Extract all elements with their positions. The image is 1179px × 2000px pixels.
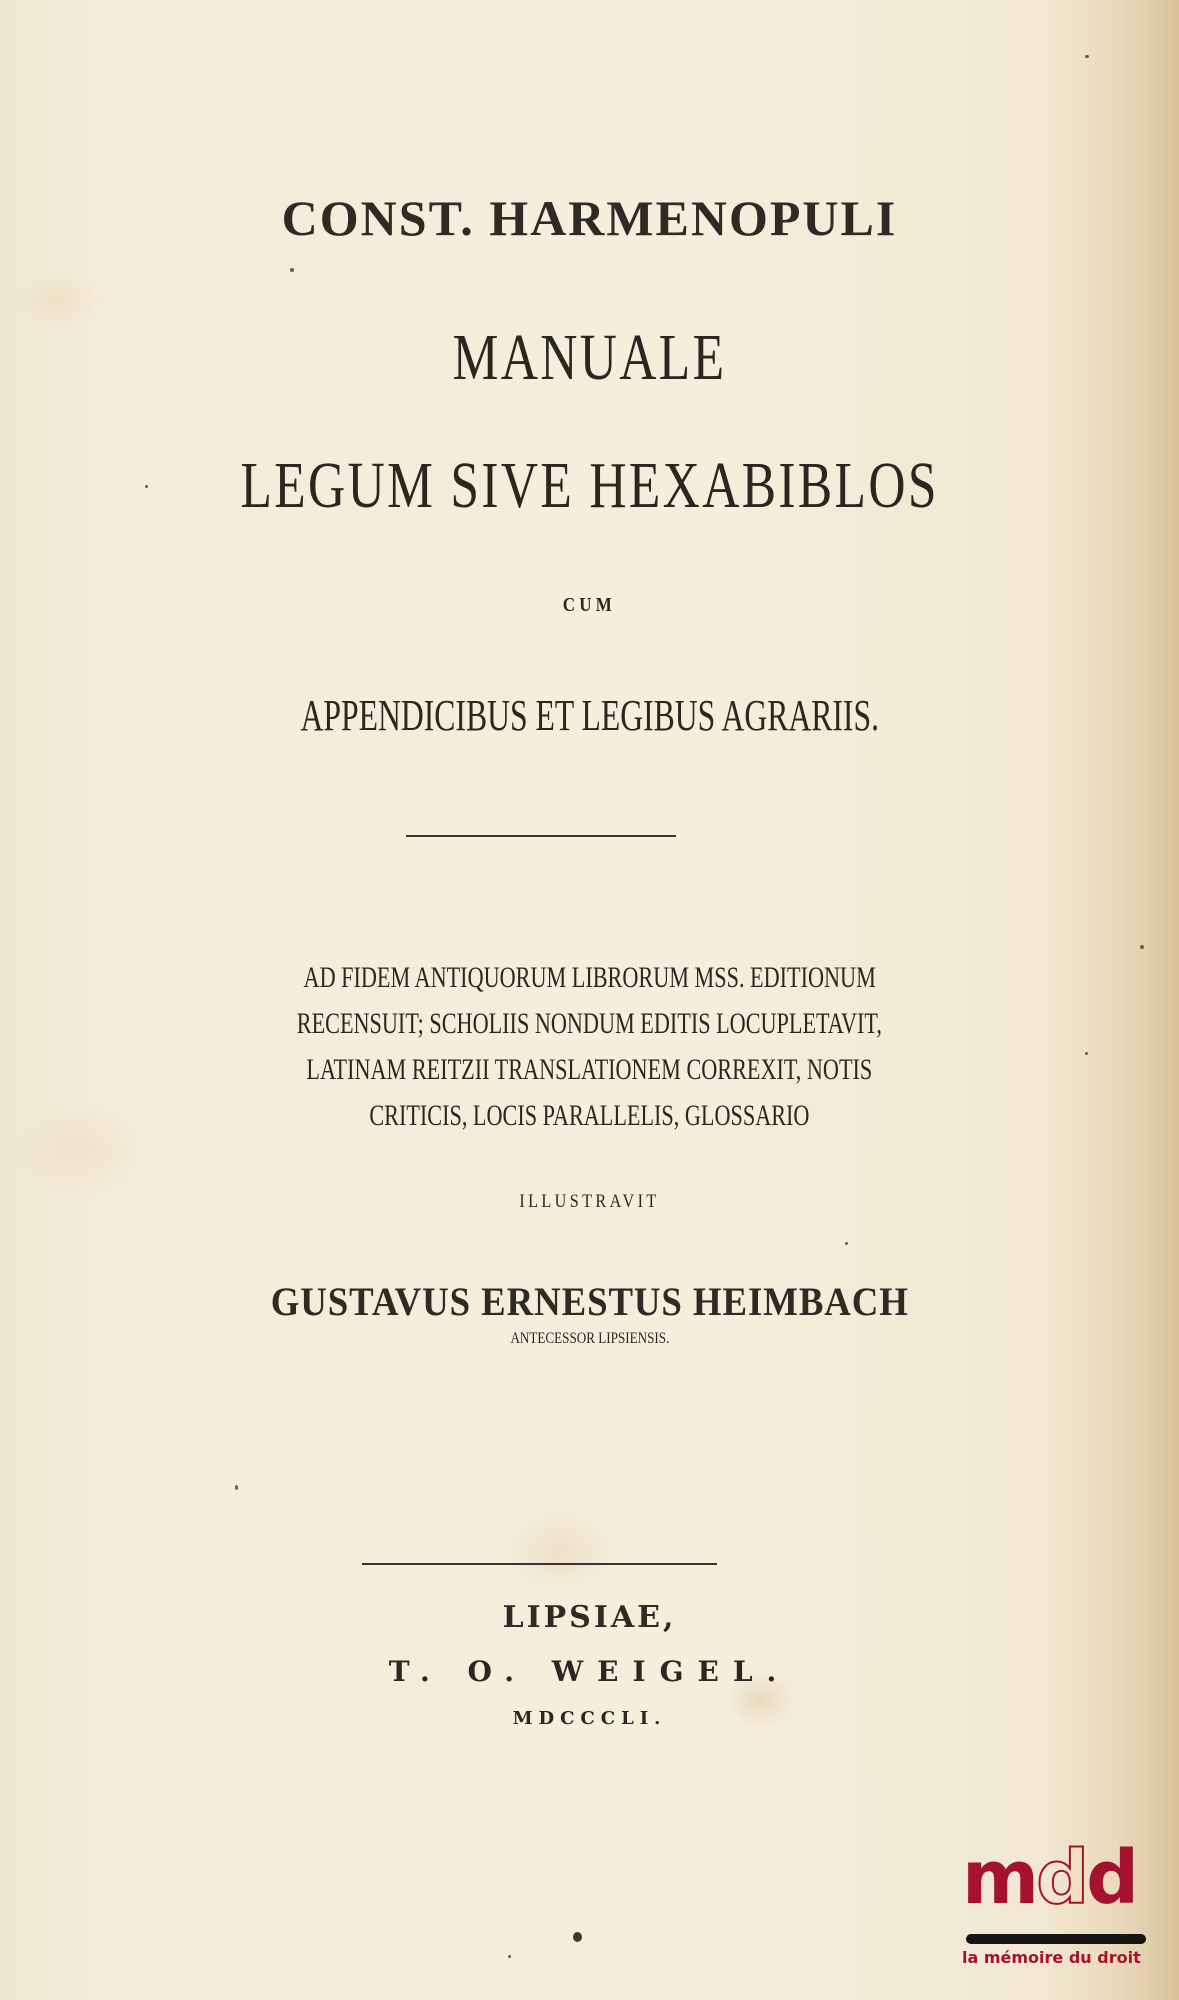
imprint-publisher-text: T. O. WEIGEL. [388,1655,791,1688]
description-line: CRITICIS, LOCIS PARALLELIS, GLOSSARIO [369,1099,810,1132]
imprint-year-text: MDCCCLI. [512,1708,667,1729]
connector-text: CUM [562,594,617,616]
paper-speck [1085,1052,1088,1055]
description-block [0,955,1179,1139]
paper-speck [508,1955,511,1958]
paper-spot [573,1932,582,1942]
imprint-publisher [0,1655,1179,1688]
editor-title [0,1328,1179,1348]
title-line-1-text: MANUALE [452,321,727,394]
logo-mark [962,1835,1137,1921]
divider-rule-top [406,835,676,837]
description-line: RECENSUIT; SCHOLIIS NONDUM EDITIS LOCUPLETAVIT, [296,1007,883,1040]
paper-speck [290,268,294,272]
description-line: AD FIDEM ANTIQUORUM LIBRORUM MSS. EDITIONUM [303,961,876,994]
author-heading [0,188,1179,247]
illustravit-text: ILLUSTRAVIT [519,1191,660,1212]
title-line-2 [0,446,1179,524]
editor-name-text: GUSTAVUS ERNESTUS HEIMBACH [270,1279,909,1324]
imprint-place-text: LIPSIAE, [502,1600,677,1635]
author-heading-text: CONST. HARMENOPULI [281,190,898,246]
paper-speck [845,1242,848,1245]
imprint-place [0,1600,1179,1635]
subtitle-text: APPENDICIBUS ET LEGIBUS AGRARIIS. [300,691,879,740]
paper-speck [145,485,148,488]
connector-word [0,592,1179,617]
title-line-2-text: LEGUM SIVE HEXABIBLOS [240,449,939,522]
logo-d-outline: d [1036,1835,1087,1921]
logo-m: m [962,1835,1037,1921]
paper-speck [1085,55,1089,58]
description-line: LATINAM REITZII TRANSLATIONEM CORREXIT, NOTIS [306,1053,873,1086]
paper-speck [1140,945,1144,949]
divider-rule-bottom [362,1563,717,1565]
illustravit-label [0,1190,1179,1213]
subtitle [0,690,1179,741]
title-line-1 [0,318,1179,396]
imprint-year [0,1708,1179,1729]
logo-tagline: la mémoire du droit [962,1948,1141,1967]
editor-name [0,1278,1179,1325]
logo-d-solid: d [1086,1835,1137,1921]
logo-bar [966,1934,1146,1944]
editor-title-text: ANTECESSOR LIPSIENSIS. [510,1330,669,1347]
paper-speck [235,1485,238,1490]
mdd-logo [960,1835,1150,1968]
